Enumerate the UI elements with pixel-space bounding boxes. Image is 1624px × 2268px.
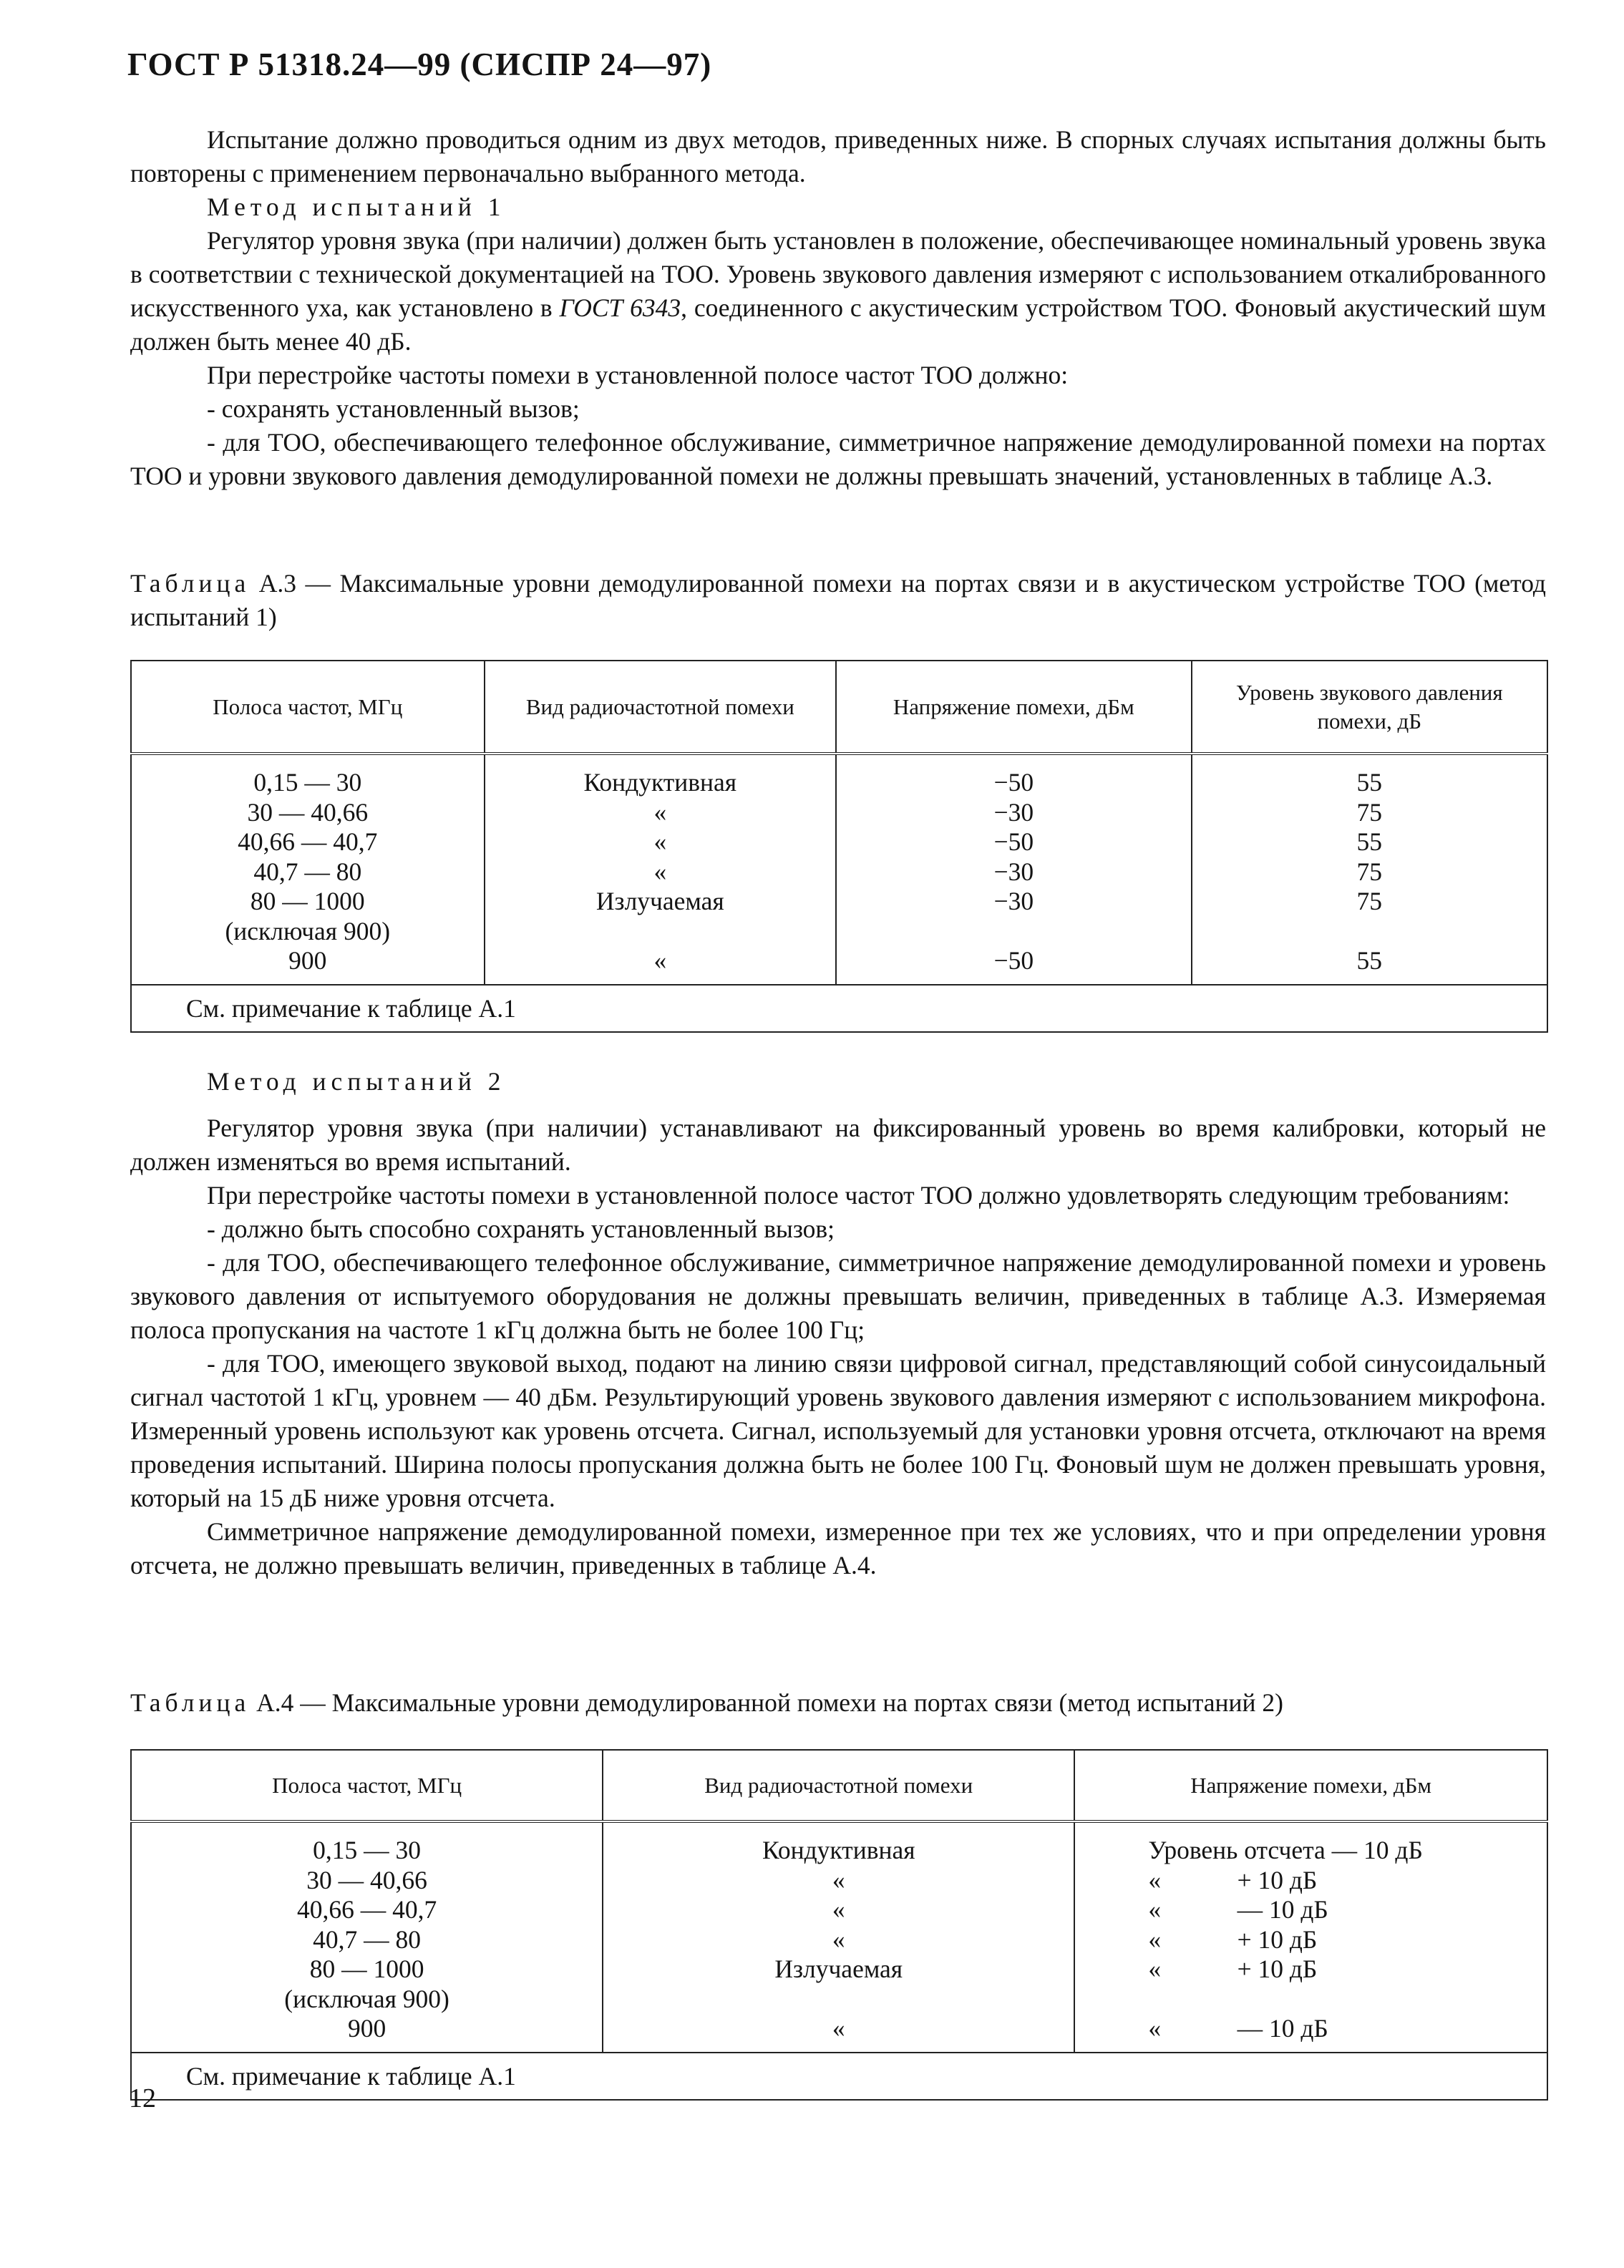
table-a3-note: См. примечание к таблице А.1 [131, 985, 1547, 1032]
header-voltage: Напряжение помехи, дБм [1074, 1750, 1547, 1821]
voltage-column: Уровень отсчета — 10 дБ « + 10 дБ « — 10 дБ « + 10 дБ « + 10 дБ « — 10 дБ [1074, 1821, 1547, 2053]
pressure-column: 55 75 55 75 75 55 [1192, 754, 1547, 985]
method1-title: Метод испытаний 1 [207, 193, 506, 221]
intro-paragraph: Испытание должно проводиться одним из двух методов, приведенных ниже. В спорных случаях испытания должны быть повторены с применением первоначально выбранного метода. [130, 125, 1546, 188]
method1-item-1: - сохранять установленный вызов; [207, 394, 580, 423]
header-band: Полоса частот, МГц [131, 661, 485, 754]
method2-title: Метод испытаний 2 [207, 1067, 506, 1096]
header-type: Вид радиочастотной помехи [485, 661, 837, 754]
gost-reference: ГОСТ 6343 [559, 293, 681, 322]
table-a3-body-row [131, 754, 1547, 985]
band-column: 0,15 — 30 30 — 40,66 40,66 — 40,7 40,7 — 80 80 — 1000 (исключая 900) 900 [131, 1821, 603, 2053]
method2-paragraph-3: Симметричное напряжение демодулированной помехи, измеренное при тех же условиях, что и при определении уровня отсчета, не должно превышать величин, приведенных в таблице А.4. [130, 1517, 1546, 1580]
header-band: Полоса частот, МГц [131, 1750, 603, 1821]
table-a3-caption: Таблица А.3 — Максимальные уровни демодулированной помехи на портах связи и в акустическом устройстве ТОО (метод испытаний 1) [130, 569, 1546, 631]
table-a3 [130, 660, 1548, 1033]
method2-item-3: - для ТОО, имеющего звуковой выход, подают на линию связи цифровой сигнал, представляющий собой синусоидальный сигнал частотой 1 кГц, уровнем — 40 дБм. Результирующий уровень звукового давления измеряют с использованием микрофона. Измеренный уровень используют как уровень отсчета. Сигнал, используемый для установки уровня отсчета, отключают на время проведения испытаний. Ширина полосы пропускания должна быть не более 100 Гц. Фоновый шум не должен превышать уровня, который на 15 дБ ниже уровня отсчета. [130, 1349, 1546, 1512]
table-a4-header-row [131, 1750, 1547, 1821]
method1-section [130, 123, 1546, 493]
type-column: Кондуктивная « « « Излучаемая « [485, 754, 837, 985]
band-column: 0,15 — 30 30 — 40,66 40,66 — 40,7 40,7 — 80 80 — 1000 (исключая 900) 900 [131, 754, 485, 985]
method2-item-2: - для ТОО, обеспечивающего телефонное обслуживание, симметричное напряжение демодулированной помехи и уровень звукового давления от испытуемого оборудования не должны превышать величин, приведенных в таблице А.3. Измеряемая полоса пропускания на частоте 1 кГц должна быть не более 100 Гц; [130, 1248, 1546, 1344]
table-a4-body-row [131, 1821, 1547, 2053]
method2-item-1: - должно быть способно сохранять установленный вызов; [207, 1215, 835, 1243]
voltage-column: −50 −30 −50 −30 −30 −50 [836, 754, 1191, 985]
method1-paragraph-1: Регулятор уровня звука (при наличии) должен быть установлен в положение, обеспечивающее номинальный уровень звука в соответствии с технической документацией на ТОО. Уровень звукового давления измеряют с использованием откалиброванного искусственного уха, как установлено в ГОСТ 6343, соединенного с акустическим устройством ТОО. Фоновый акустический шум должен быть менее 40 дБ. [130, 226, 1546, 356]
method2-paragraph-1: Регулятор уровня звука (при наличии) устанавливают на фиксированный уровень во время калибровки, который не должен изменяться во время испытаний. [130, 1114, 1546, 1176]
page-number: 12 [129, 2083, 156, 2113]
table-a3-header-row [131, 661, 1547, 754]
table-a4 [130, 1749, 1548, 2101]
method1-paragraph-2: При перестройке частоты помехи в установленной полосе частот ТОО должно: [207, 361, 1069, 389]
table-a4-note: См. примечание к таблице А.1 [131, 2053, 1547, 2100]
table-a3-note-row [131, 985, 1547, 1032]
method2-section [130, 1065, 1546, 1582]
method1-item-2: - для ТОО, обеспечивающего телефонное обслуживание, симметричное напряжение демодулированной помехи на портах ТОО и уровни звукового давления демодулированной помехи не должны превышать значений, установленных в таблице А.3. [130, 428, 1546, 490]
table-a4-caption: Таблица А.4 — Максимальные уровни демодулированной помехи на портах связи (метод испытаний 2) [130, 1688, 1283, 1717]
page-header: ГОСТ Р 51318.24—99 (СИСПР 24—97) [127, 47, 712, 82]
method2-paragraph-2: При перестройке частоты помехи в установленной полосе частот ТОО должно удовлетворять следующим требованиям: [207, 1181, 1510, 1210]
header-type: Вид радиочастотной помехи [603, 1750, 1074, 1821]
type-column: Кондуктивная « « « Излучаемая « [603, 1821, 1074, 2053]
header-voltage: Напряжение помехи, дБм [836, 661, 1191, 754]
table-a4-note-row [131, 2053, 1547, 2100]
header-pressure: Уровень звукового давления помехи, дБ [1192, 661, 1547, 754]
